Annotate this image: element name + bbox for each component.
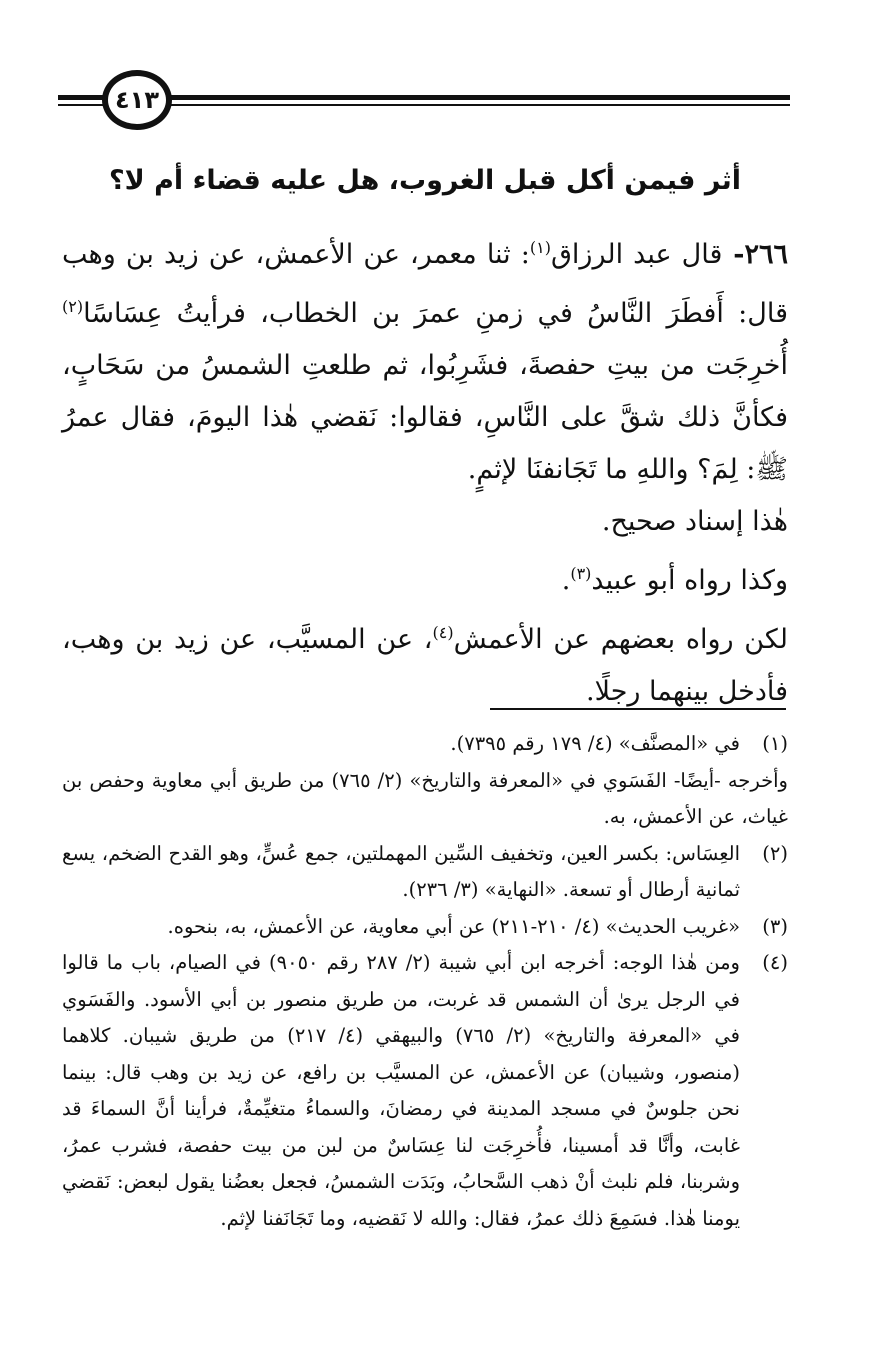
text-span: أُخرِجَت من بيتِ حفصةَ، فشَرِبُوا، ثم طلعتِ الشمسُ من سَحَابٍ، فكأنَّ ذلك شقَّ على النَّاسِ، فقالوا: نَقضي هٰذا اليومَ، فقال عمرُ ﷺ: لِمَ؟ واللهِ ما تَجَانفنَا لإثمٍ.	[62, 350, 788, 485]
footnote	[62, 909, 788, 946]
header-rule	[58, 95, 104, 100]
text-span: ، عن المسيَّب، عن زيد بن وهب، فأدخل بينهما رجلًا.	[62, 624, 788, 707]
footnote-mark: (٢)	[762, 841, 788, 865]
text-span: قال عبد الرزاق	[550, 239, 723, 270]
footnote-ref[interactable]: (١)	[529, 238, 551, 257]
footnote-text: العِسَاس: بكسر العين، وتخفيف السِّين المهملتين، جمع عُسٍّ، وهو القدح الضخم، يسع ثمانية أرطال أو تسعة. «النهاية» (٣/ ٢٣٦).	[62, 841, 740, 901]
text-span: لكن رواه بعضهم عن الأعمش	[453, 624, 788, 655]
text-span: .	[561, 565, 571, 596]
footnote-ref[interactable]: (٤)	[432, 623, 454, 642]
footnote-mark: (٤)	[762, 951, 788, 974]
paragraph	[62, 222, 788, 496]
page-number: ٤١٣	[102, 70, 172, 130]
main-content	[62, 150, 788, 718]
paragraph	[62, 607, 788, 718]
text-span: وكذا رواه أبو عبيد	[591, 565, 788, 596]
section-title: أثر فيمن أكل قبل الغروب، هل عليه قضاء أم لا؟	[108, 165, 742, 196]
footnote-text: ومن هٰذا الوجه: أخرجه ابن أبي شيبة (٢/ ٢٨٧ رقم ٩٠٥٠) في الصيام، باب ما قالوا في الرجل يرىٰ أن الشمس قد غربت، من طريق منصور بن أبي الأسود. والفَسَوي في «المعرفة والتاريخ» (٢/ ٧٦٥) والبيهقي (٤/ ٢١٧) من طريق شيبان. كلاهما (منصور، وشيبان) عن الأعمش، عن المسيَّب بن رافع، عن زيد بن وهب قال: بينما نحن جلوسٌ في مسجد المدينة في رمضانَ، والسماءُ متغيِّمةٌ، فرأينا أنَّ السماءَ قد غابت، وأنَّا قد أمسينا، فأُخرِجَت لنا عِسَاسٌ من لبن من بيت حفصة، فشرب عمرُ، وشربنا، فلم نلبث أنْ ذهب السَّحابُ، وبَدَت الشمسُ، فجعل بعضُنا يقول لبعض: نَقضي يومنا هٰذا. فسَمِعَ ذلك عمرُ، فقال: والله لا نَقضيه، وما تَجَانَفنا لإثم.	[62, 951, 740, 1230]
footnote-mark: (١)	[762, 732, 788, 755]
footnote-continuation: وأخرجه -أيضًا- الفَسَوي في «المعرفة والتاريخ» (٢/ ٧٦٥) من طريق أبي معاوية وحفص بن غياث، عن الأعمش، به.	[62, 768, 788, 828]
footnote-divider	[490, 708, 786, 710]
page-header	[58, 68, 790, 138]
header-rule	[168, 104, 790, 106]
footnote	[62, 945, 788, 1237]
footnote-mark: (٣)	[762, 914, 788, 938]
footnote-text: في «المصنَّف» (٤/ ١٧٩ رقم ٧٣٩٥).	[450, 732, 740, 755]
footnote-text: «غريب الحديث» (٤/ ٢١٠-٢١١) عن أبي معاوية، عن الأعمش، به، بنحوه.	[167, 914, 740, 938]
paragraph	[62, 548, 788, 607]
footnote	[62, 836, 788, 909]
footnotes	[62, 726, 788, 1237]
header-rule	[58, 104, 104, 106]
footnote-ref[interactable]: (٣)	[570, 564, 592, 583]
footnote-ref[interactable]: (٢)	[62, 297, 84, 316]
text-span: : ثنا معمر، عن الأعمش، عن زيد بن وهب قال: أَفطَرَ النَّاسُ في زمنِ عمرَ بن الخطاب، فرأيتُ عِسَاسًا	[62, 239, 788, 329]
body-text	[62, 222, 788, 718]
paragraph: هٰذا إسناد صحيح.	[601, 506, 788, 537]
header-rule	[168, 95, 790, 100]
hadith-number: ٢٦٦-	[722, 239, 788, 270]
footnote	[62, 726, 788, 763]
